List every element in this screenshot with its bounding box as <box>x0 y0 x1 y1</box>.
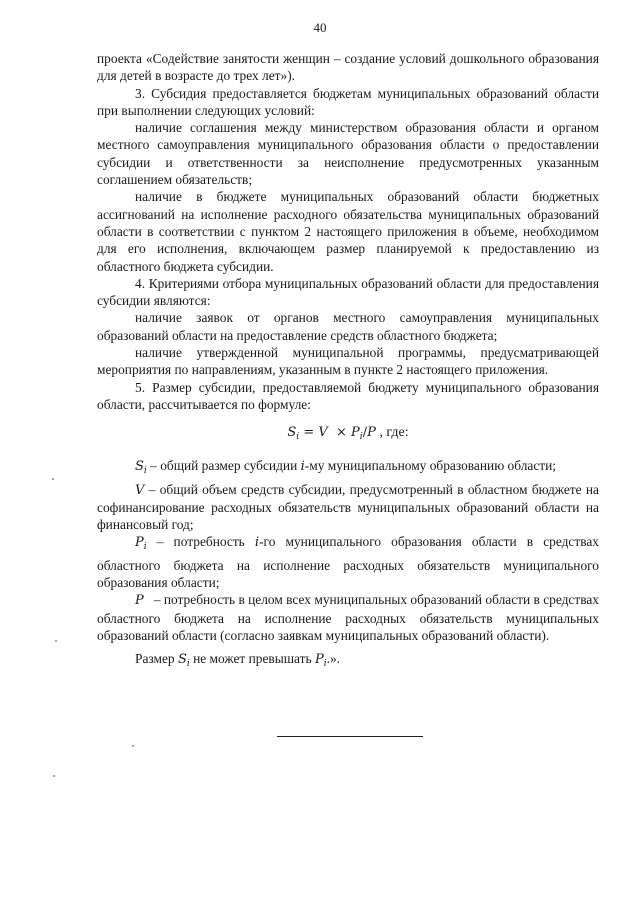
definition-s-i <box>97 457 599 480</box>
definition-pi-text-a: – потребность <box>146 534 255 550</box>
formula-where: , где: <box>375 425 409 441</box>
definition-pi-symbol: P <box>135 535 144 551</box>
formula-slash: / <box>362 425 368 441</box>
end-of-document-line <box>277 736 423 737</box>
page-number: 40 <box>313 20 327 35</box>
formula-s-symbol: S <box>287 425 297 441</box>
definition-s-text-a: – общий размер субсидии <box>146 458 301 474</box>
definition-v-symbol: V <box>135 482 145 498</box>
paragraph-item-5: 5. Размер субсидии, предоставляемой бюджету муниципального образования области, рассчитывается по формуле: <box>97 379 599 412</box>
subsidy-formula <box>97 415 599 455</box>
definition-v-text: – общий объем средств субсидии, предусмотренный в областном бюджете на софинансирование расходных обязательств муниципальных образований области на финансовый год; <box>97 481 599 533</box>
definition-s-text-b: -му муниципальному образованию области; <box>304 458 557 474</box>
formula-times: × <box>327 425 352 441</box>
definition-p-symbol: P <box>135 593 144 609</box>
scan-speck <box>53 775 55 777</box>
closing-text-b: не может превышать <box>189 651 315 667</box>
definition-s-symbol: S <box>135 459 144 475</box>
closing-text-c: .». <box>326 651 340 667</box>
paragraph-item-4: 4. Критериями отбора муниципальных образований области для предоставления субсидии являются: <box>97 275 599 309</box>
formula-v-symbol: V <box>318 425 328 441</box>
closing-s-subscript: i <box>186 659 190 670</box>
document-body <box>97 50 603 674</box>
closing-p-subscript: i <box>323 659 327 670</box>
formula-p-symbol: P <box>351 425 360 441</box>
scan-speck <box>52 478 54 480</box>
definition-p-i <box>97 533 599 591</box>
formula-p-total-symbol: P <box>367 425 376 441</box>
definition-v <box>97 481 599 534</box>
formula-equals: = <box>299 425 319 441</box>
paragraph-condition-agreement: наличие соглашения между министерством образования области и органом местного самоуправления муниципального образования области о предоставлении субсидии и ответственности за неисполнение предусмотренных указанным соглашением обязательств; <box>97 120 599 188</box>
paragraph-criterion-program: наличие утвержденной муниципальной программы, предусматривающей мероприятия по направлениям, указанным в пункте 2 настоящего приложения. <box>97 345 599 378</box>
definition-p-text: – потребность в целом всех муниципальных образований области в средствах областного бюджета на исполнение расходных обязательств муниципальных образований области (согласно заявкам муниципальных образований области). <box>97 592 603 643</box>
definition-pi-index: i <box>254 535 260 551</box>
formula-s-subscript: i <box>296 432 300 443</box>
definition-s-index: i <box>300 459 305 475</box>
definition-pi-subscript: i <box>143 542 147 553</box>
closing-p-symbol: P <box>314 652 324 668</box>
paragraph-item-3: 3. Субсидия предоставляется бюджетам муниципальных образований области при выполнении следующих условий: <box>97 85 599 118</box>
paragraph-criterion-applications: наличие заявок от органов местного самоуправления муниципальных образований области на предоставление средств областного бюджета; <box>97 310 599 343</box>
paragraph-condition-budget: наличие в бюджете муниципальных образований области бюджетных ассигнований на исполнение расходного обязательства муниципальных образований области в соответствии с пунктом 2 настоящего приложения в объеме, необходимом для его исполнения, включающем размер планируемой к предоставлению из областного бюджета субсидии. <box>97 189 599 274</box>
closing-s-symbol: S <box>177 652 187 668</box>
closing-sentence <box>97 650 599 673</box>
scan-speck <box>55 640 57 642</box>
formula-p-subscript: i <box>359 432 363 443</box>
paragraph-project-continuation: проекта «Содействие занятости женщин – создание условий дошкольного образования для детей в возрасте до трех лет»). <box>97 51 599 84</box>
scan-speck <box>132 745 134 747</box>
definition-p <box>97 591 603 644</box>
closing-text-a: Размер <box>135 651 178 667</box>
definition-pi-text-b: -го муниципального образования области в средствах областного бюджета на исполнение расходных обязательств муниципального образования области; <box>97 534 599 591</box>
definition-s-subscript: i <box>143 466 147 477</box>
